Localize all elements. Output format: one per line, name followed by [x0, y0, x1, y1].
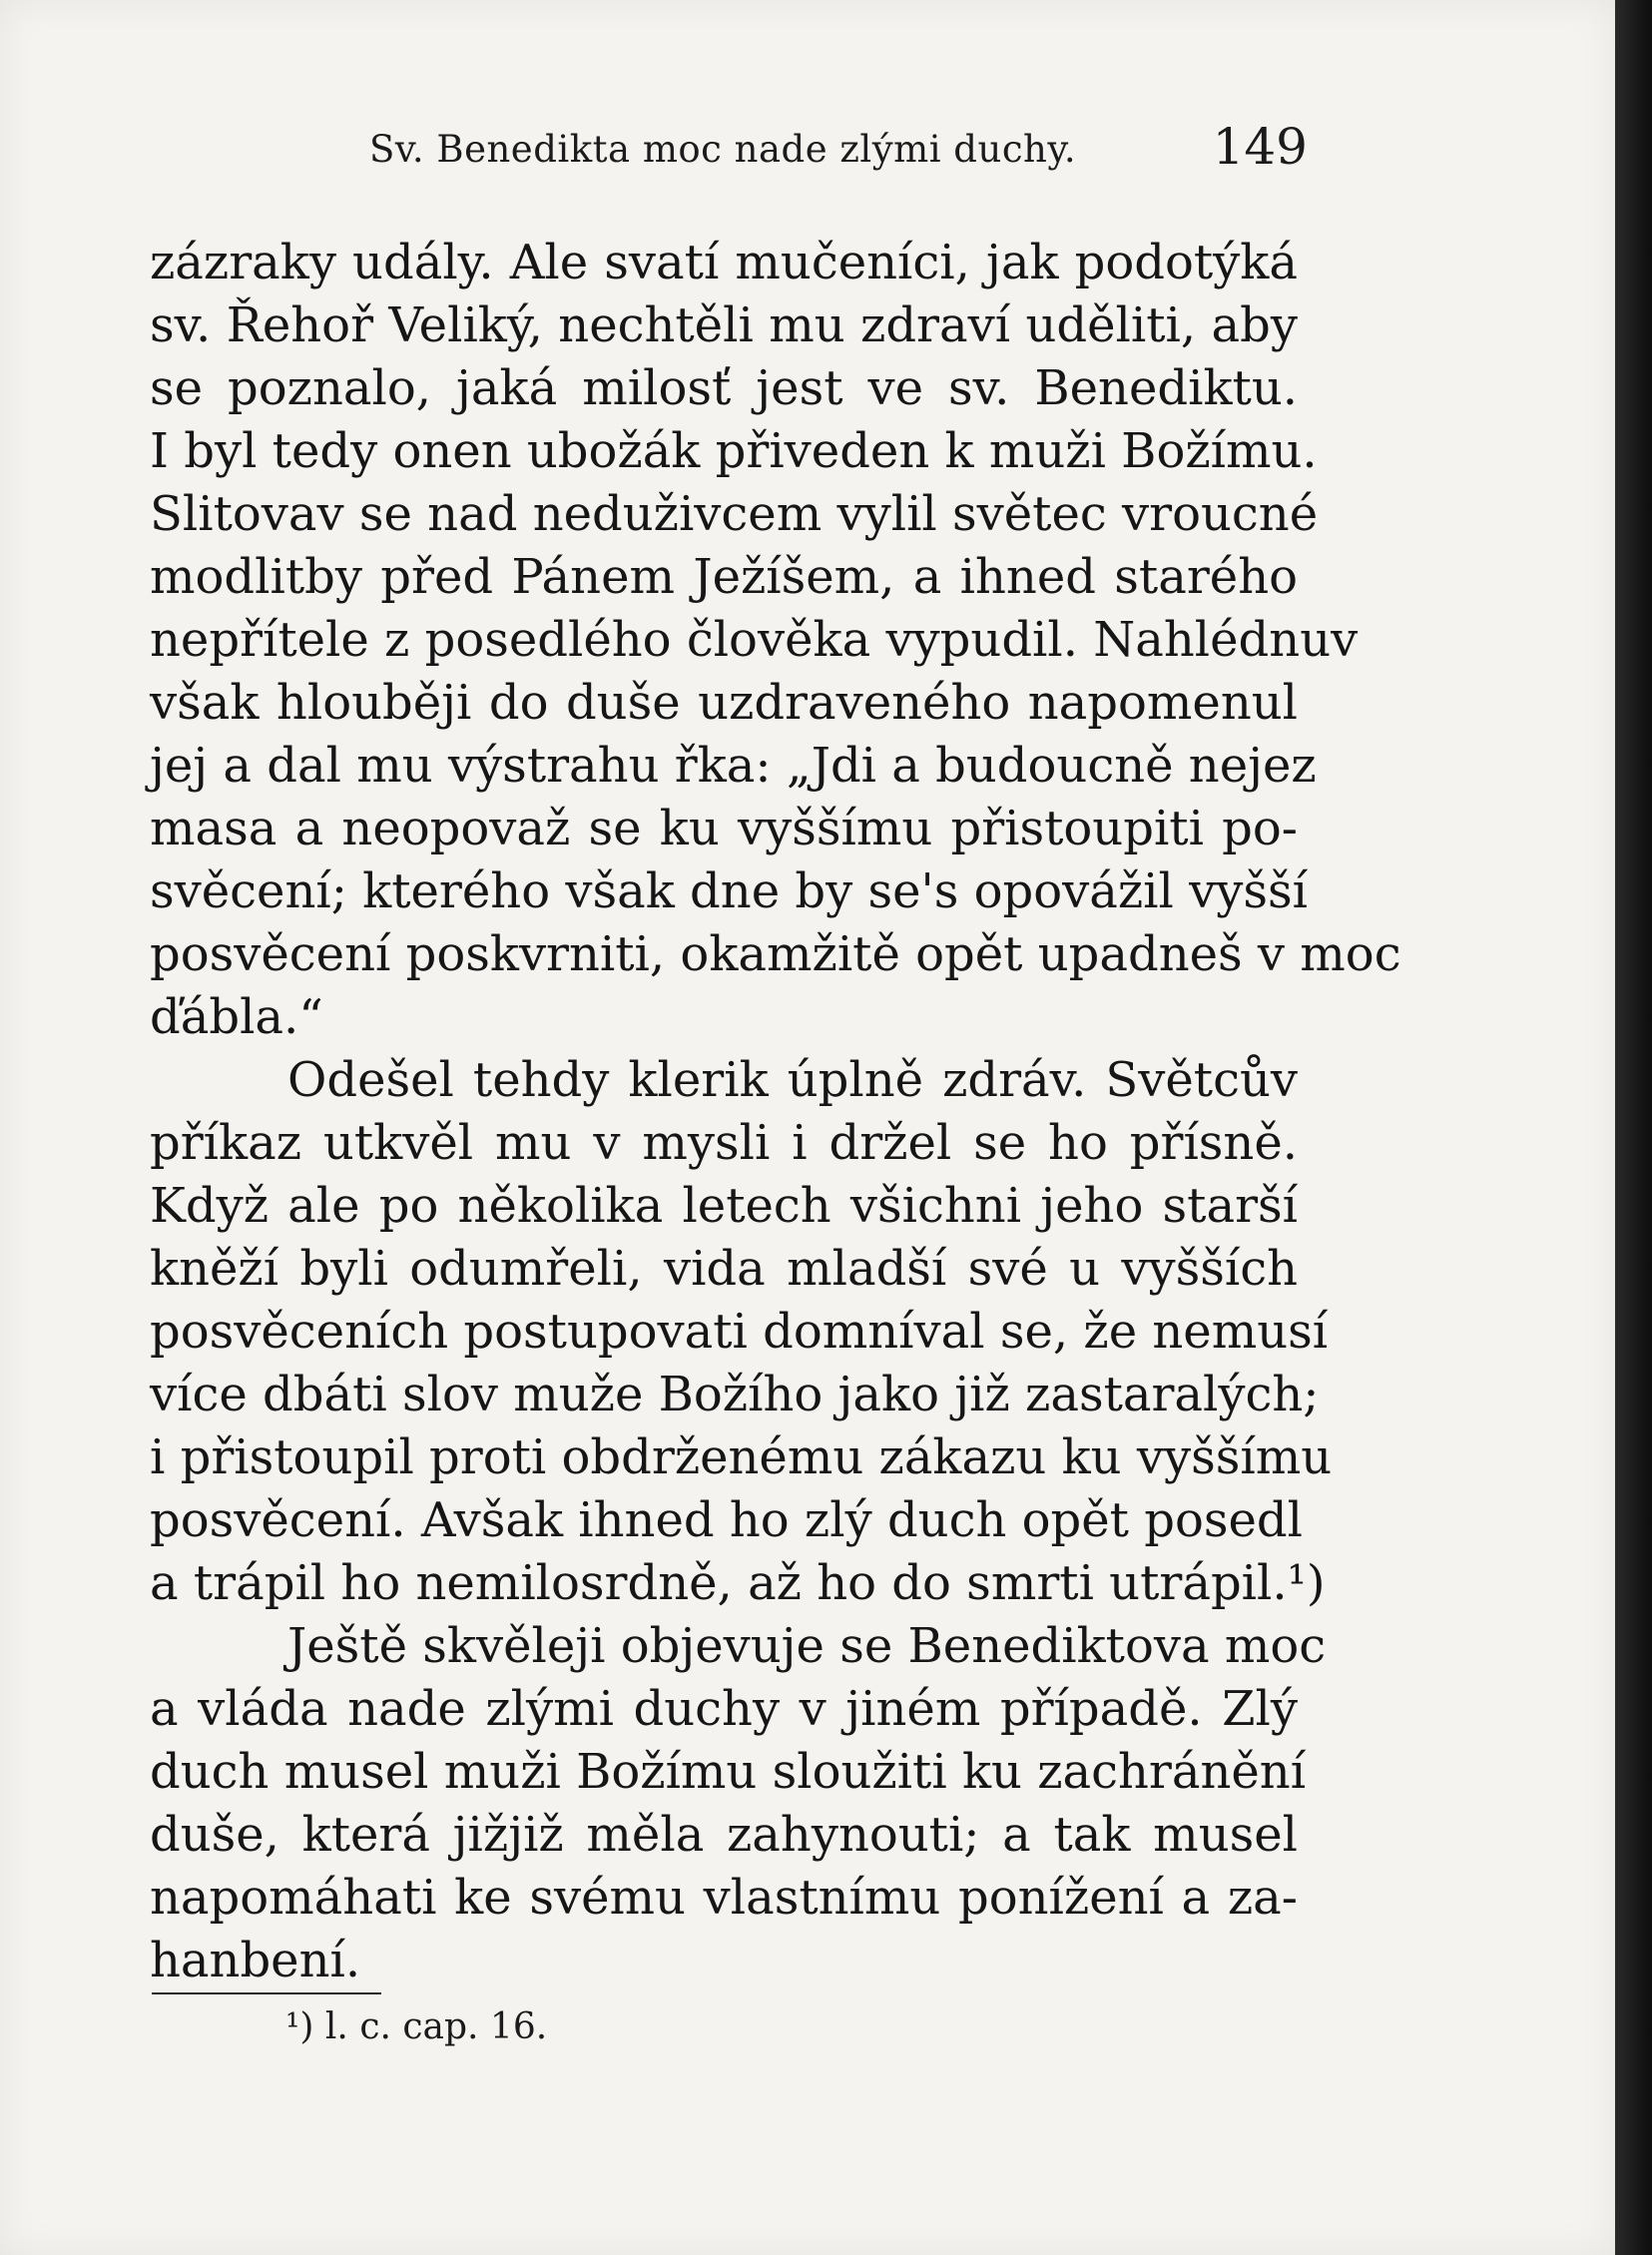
- text-line: hanbení.: [150, 1933, 361, 1988]
- text-line: masa a neopovaž se ku vyššímu přistoupiti po-: [150, 801, 1298, 856]
- page-edge-shadow: [1615, 0, 1652, 2255]
- text-line: jej a dal mu výstrahu řka: „Jdi a budoucně nejez: [150, 738, 1317, 794]
- text-line: však hlouběji do duše uzdraveného napomenul: [150, 675, 1298, 731]
- page-header: [369, 118, 1308, 188]
- text-line: kněží byli odumřeli, vida mladší své u vyšších: [150, 1241, 1298, 1297]
- footnote: ¹) l. c. cap. 16.: [285, 2006, 548, 2047]
- text-line: Ještě skvěleji objevuje se Benediktova moc: [287, 1618, 1327, 1674]
- text-line: Slitovav se nad neduživcem vylil světec vroucné: [150, 486, 1319, 542]
- text-line: posvěcení poskvrniti, okamžitě opět upadneš v moc: [150, 926, 1401, 982]
- text-line: ďábla.“: [150, 989, 323, 1045]
- text-line: modlitby před Pánem Ježíšem, a ihned starého: [150, 549, 1298, 605]
- text-line: I byl tedy onen ubožák přiveden k muži Božímu.: [150, 423, 1318, 479]
- text-line: posvěceních postupovati domníval se, že nemusí: [150, 1304, 1329, 1360]
- text-line: Když ale po několika letech všichni jeho starší: [150, 1178, 1298, 1234]
- text-line: se poznalo, jaká milosť jest ve sv. Benediktu.: [150, 360, 1298, 416]
- text-line: duše, která jižjiž měla zahynouti; a tak musel: [150, 1807, 1298, 1863]
- footnote-divider: [152, 1992, 381, 1994]
- text-line: sv. Řehoř Veliký, nechtěli mu zdraví uděliti, aby: [150, 297, 1298, 353]
- text-line: nepřítele z posedlého člověka vypudil. Nahlédnuv: [150, 612, 1359, 668]
- running-title: Sv. Benedikta moc nade zlými duchy.: [369, 128, 1077, 171]
- page-number: 149: [1212, 118, 1308, 176]
- text-line: svěcení; kterého však dne by se's opovážil vyšší: [150, 863, 1308, 919]
- text-line: i přistoupil proti obdrženému zákazu ku vyššímu: [150, 1429, 1333, 1485]
- text-line: více dbáti slov muže Božího jako již zastaralých;: [150, 1367, 1320, 1422]
- text-line: a vláda nade zlými duchy v jiném případě. Zlý: [150, 1681, 1298, 1737]
- text-line: duch musel muži Božímu sloužiti ku zachránění: [150, 1744, 1307, 1800]
- text-line: zázraky udály. Ale svatí mučeníci, jak podotýká: [150, 235, 1298, 290]
- text-line: příkaz utkvěl mu v mysli i držel se ho přísně.: [150, 1115, 1298, 1171]
- body-text: [150, 232, 1401, 1992]
- text-line: posvěcení. Avšak ihned ho zlý duch opět posedl: [150, 1492, 1303, 1548]
- text-line: Odešel tehdy klerik úplně zdráv. Světcův: [287, 1052, 1298, 1108]
- text-line: a trápil ho nemilosrdně, až ho do smrti utrápil.¹): [150, 1555, 1326, 1611]
- text-line: napomáhati ke svému vlastnímu ponížení a za-: [150, 1870, 1298, 1926]
